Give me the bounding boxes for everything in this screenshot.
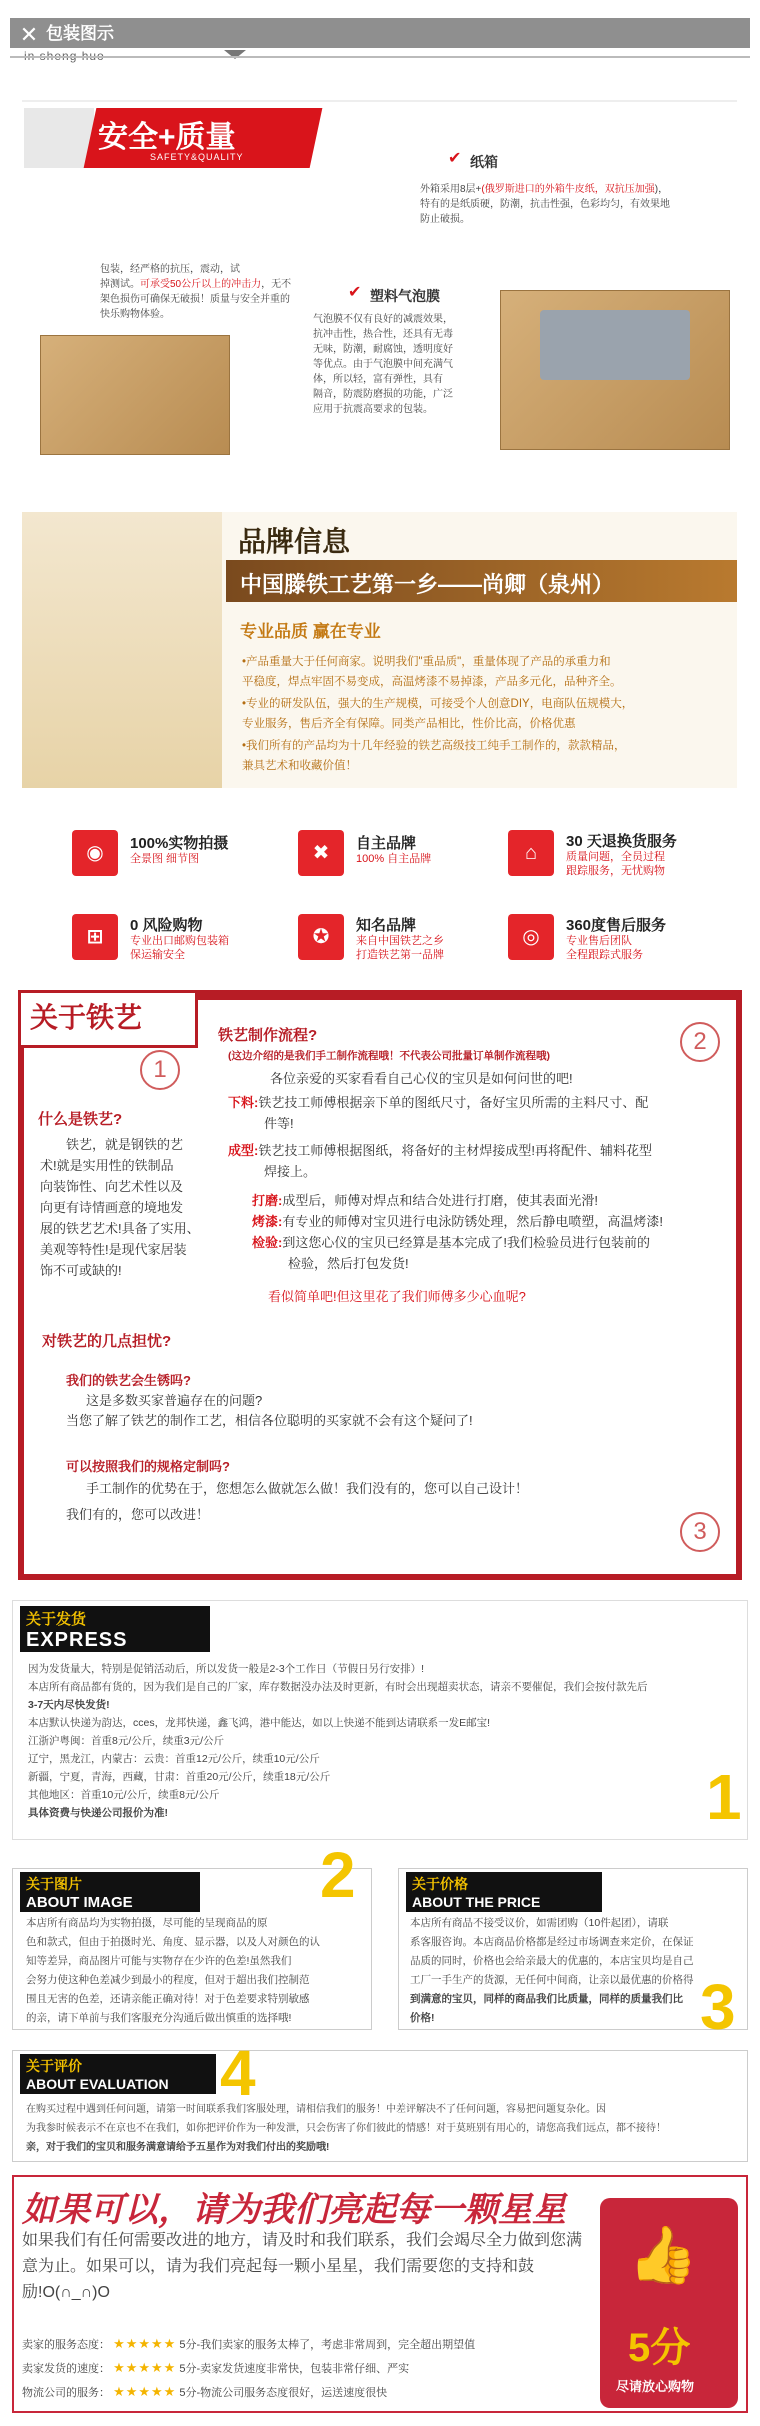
- rating-badge-score: 5分: [628, 2326, 691, 2370]
- rating-badge-sub: 尽请放心购物: [616, 2379, 695, 2394]
- brand-quality: 专业品质 赢在专业: [240, 622, 381, 641]
- bubble-description: 气泡膜不仅有良好的减震效果， 抗冲击性，热合性，还具有无毒 无味，防潮，耐腐蚀，透明度好 等优点。由于气泡膜中间充满气 体，所以轻，富有弹性，具有 隔音，防震防磨损的功能，广泛 应用于抗震高要求的包装。: [313, 314, 453, 415]
- concerns-title: 对铁艺的几点担忧?: [42, 1333, 172, 1350]
- stars-icon: ★★★★★: [113, 2336, 177, 2351]
- service-sub: 保运输安全: [130, 949, 185, 961]
- image-lines: 本店所有商品均为实物拍摄，尽可能的呈现商品的原 色和款式，但由于拍摄时光、角度、显示器，以及人对颜色的认 知等差异，商品图片可能与实物存在少许的色差!虽然我们 会努力使这种色差减少到最小的程度，但对于超出我们控制范 围且无害的色差，还请亲能正确对待！对于色差要求特别敏感 的亲，请下单前与我们客服充分沟通后做出慎重的选择哦!: [26, 1917, 320, 2024]
- answer-2b: 我们有的，您可以改进！: [66, 1507, 210, 1522]
- brand-line: 平稳度，焊点牢固不易变成，高温烤漆不易掉漆，产品多元化，品种齐全。: [242, 676, 622, 688]
- service-title: 0 风险购物: [130, 917, 203, 934]
- service-title: 360度售后服务: [566, 917, 667, 934]
- check-icon: ✔: [448, 150, 462, 167]
- return-icon: ⌂: [508, 830, 554, 876]
- rating-row: 卖家发货的速度： ★★★★★ 5分-卖家发货速度非常快，包装非常仔细、严实: [22, 2360, 410, 2375]
- step-number: 2: [680, 1022, 720, 1062]
- shipping-tag: 关于发货 EXPRESS: [20, 1606, 210, 1652]
- brand-line: •产品重量大于任何商家。说明我们"重品质"，重量体现了产品的承重力和: [242, 656, 611, 668]
- carton-title: 纸箱: [470, 154, 498, 170]
- tools-icon: ✖: [298, 830, 344, 876]
- service-sub: 专业出口邮购包装箱: [130, 935, 229, 947]
- brand-slogan: 中国滕铁工艺第一乡——尚卿（泉州）: [240, 572, 615, 597]
- brand-line: •专业的研发队伍，强大的生产规模，可接受个人创意DIY，电商队伍规模大，: [242, 698, 634, 710]
- answer-2: 手工制作的优势在于，您想怎么做就怎么做！我们没有的，您可以自己设计！: [86, 1481, 529, 1496]
- rating-headline: 如果可以，请为我们亮起每一颗星星: [22, 2191, 566, 2229]
- service-sub: 100% 自主品牌: [356, 853, 432, 865]
- image-number: 2: [320, 1839, 356, 1911]
- package-description: 包装，经严格的抗压，震动，试 掉测试。可承受50公斤以上的冲击力，无不 架色损伤可确保无破损！质量与安全并重的 快乐购物体验。: [100, 264, 292, 320]
- logo-icon: ✕: [19, 22, 39, 47]
- what-is-title: 什么是铁艺?: [38, 1111, 123, 1128]
- process-intro: 各位亲爱的买家看看自己心仪的宝贝是如何问世的吧!: [270, 1071, 573, 1086]
- question-2: 可以按照我们的规格定制吗?: [66, 1459, 230, 1474]
- cardboard-box-image: [40, 335, 230, 455]
- service-sub: 专业售后团队: [566, 935, 632, 947]
- brand-line: 兼具艺术和收藏价值！: [242, 760, 357, 772]
- carton-description: 外箱采用8层+(俄罗斯进口的外箱牛皮纸，双抗压加强)， 特有的是纸质硬，防潮，抗击性强，色彩均匀，有效果地 防止破损。: [420, 184, 670, 225]
- brand-title: 品牌信息: [238, 526, 351, 557]
- service-sub: 质量问题，全员过程: [566, 851, 665, 863]
- service-title: 100%实物拍摄: [130, 835, 229, 852]
- header-bar: [10, 18, 750, 48]
- iron-art-tab-label: 关于铁艺: [30, 1002, 143, 1033]
- medal-icon: ✪: [298, 914, 344, 960]
- banner-accent: [24, 108, 94, 168]
- price-number: 3: [700, 1971, 736, 2043]
- brand-artwork-image: [22, 512, 222, 788]
- service-title: 自主品牌: [356, 835, 417, 852]
- shipping-lines: 因为发货量大，特别是促销活动后，所以发货一般是2-3个工作日（节假日另行安排）! 本店所有商品都有货的，因为我们是自己的厂家，库存数据没办法及时更新，有时会出现超卖状态，请亲不要催促，我们会按付款先后 3-7天内尽快发货! 本店默认快递为韵达，cces，龙邦快递，鑫飞鸿，港中能达，如以上快递不能到达请联系一发E邮宝! 江浙沪粤闽：首重8元/公斤，续重3元/公斤 辽宁，黑龙江，内蒙古：云贵：首重12元/公斤，续重10元/公斤 新疆，宁夏，青海，西藏，甘肃：首重20元/公斤，续重18元/公斤 其他地区：首重10元/公斤，续重8元/公斤 具体资费与快递公司报价为准!: [28, 1663, 648, 1819]
- service-sub: 打造铁艺第一品牌: [356, 949, 444, 961]
- step-number: 3: [680, 1512, 720, 1552]
- process-outro: 看似简单吧!但这里花了我们师傅多少心血呢?: [268, 1289, 526, 1304]
- camera-icon: ◉: [72, 830, 118, 876]
- process-note: (这边介绍的是我们手工制作流程哦！不代表公司批量订单制作流程哦): [228, 1050, 550, 1062]
- section-title: 包装图示: [46, 24, 114, 43]
- image-tag: 关于图片 ABOUT IMAGE: [20, 1872, 200, 1912]
- stars-icon: ★★★★★: [113, 2384, 177, 2399]
- rating-row: 物流公司的服务： ★★★★★ 5分-物流公司服务态度很好，运送速度很快: [22, 2384, 388, 2399]
- shipping-number: 1: [706, 1761, 742, 1833]
- brand-line: 专业服务，售后齐全有保障。同类产品相比，性价比高，价格优惠: [242, 718, 576, 730]
- evaluation-tag: 关于评价 ABOUT EVALUATION: [20, 2054, 216, 2094]
- rating-row: 卖家的服务态度： ★★★★★ 5分-我们卖家的服务太棒了，考虑非常周到，完全超出期望值: [22, 2336, 476, 2351]
- service-title: 30 天退换货服务: [566, 833, 677, 850]
- bubble-title: 塑料气泡膜: [370, 288, 440, 304]
- price-tag: 关于价格 ABOUT THE PRICE: [406, 1872, 602, 1912]
- thumbs-up-icon: 👍: [628, 2223, 698, 2286]
- service-icon: ◎: [508, 914, 554, 960]
- what-is-text: 铁艺，就是钢铁的艺 术!就是实用性的铁制品 向装饰性、向艺术性以及 向更有诗情画意的境地发 展的铁艺艺术!具备了实用、 美观等特性!是现代家居装 饰不可或缺的!: [40, 1137, 200, 1278]
- service-title: 知名品牌: [356, 917, 417, 934]
- divider: [10, 56, 750, 58]
- evaluation-lines: 在购买过程中遇到任何问题，请第一时间联系我们客服处理，请相信我们的服务！中差评解决不了任何问题，容易把问题复杂化。因 为我参时候表示不在京也不在我们，如你把评价作为一种发泄，只会伤害了你们彼此的情感！对于莫班别有用心的，请您高我们远点，都不接待！ 亲，对于我们的宝贝和服务满意请给予五星作为对我们付出的奖励哦!: [26, 2104, 666, 2153]
- check-icon: ✔: [348, 284, 362, 301]
- service-sub: 全程跟踪式服务: [566, 949, 643, 961]
- safety-banner-sub: SAFETY&QUALITY: [150, 152, 244, 162]
- service-sub: 跟踪服务，无忧购物: [566, 865, 665, 877]
- stars-icon: ★★★★★: [113, 2360, 177, 2375]
- price-lines: 本店所有商品不接受议价，如需团购（10件起团），请联 系客服咨询。本店商品价格都是经过市场调查来定价，在保证 品质的同时，价格也会给亲最大的优惠的，本店宝贝均是自己 工厂一手生产的货源，无任何中间商，让亲以最优惠的价格得 到满意的宝贝，同样的商品我们比质量，同样的质量我们比 价格!: [410, 1917, 694, 2024]
- step-number: 1: [140, 1050, 180, 1090]
- safety-banner: 安全+质量: [98, 121, 236, 154]
- service-sub: 全景图 细节图: [130, 853, 200, 865]
- wrapped-product-image: [540, 310, 690, 380]
- evaluation-number: 4: [220, 2037, 256, 2109]
- rating-paragraph: 如果我们有任何需要改进的地方，请及时和我们联系，我们会竭尽全力做到您满意为止。如果可以，请为我们亮起每一颗小星星，我们需要您的支持和鼓励!O(∩_∩)O: [22, 2232, 583, 2301]
- process-steps: 下料:铁艺技工师傅根据亲下单的图纸尺寸，备好宝贝所需的主料尺寸、配 件等! 成型:铁艺技工师傅根据图纸，将备好的主材焊接成型!再将配件、辅料花型 焊接上。 打磨:成型后，师傅对焊点和结合处进行打磨，使其表面光滑! 烤漆:有专业的师傅对宝贝进行电泳防锈处理，然后静电喷塑，高温烤漆! 检验:到这您心仪的宝贝已经算是基本完成了!我们检验员进行包装前的 检验，然后打包发货!: [228, 1095, 663, 1271]
- question-1: 我们的铁艺会生锈吗?: [66, 1373, 191, 1388]
- answer-1: 这是多数买家普遍存在的问题?: [86, 1393, 263, 1408]
- process-title: 铁艺制作流程?: [218, 1027, 318, 1044]
- brand-line: •我们所有的产品均为十几年经验的铁艺高级技工纯手工制作的，款款精品，: [242, 740, 626, 752]
- cart-icon: ⊞: [72, 914, 118, 960]
- answer-1b: 当您了解了铁艺的制作工艺，相信各位聪明的买家就不会有这个疑问了!: [66, 1413, 473, 1428]
- service-sub: 来自中国铁艺之乡: [356, 935, 444, 947]
